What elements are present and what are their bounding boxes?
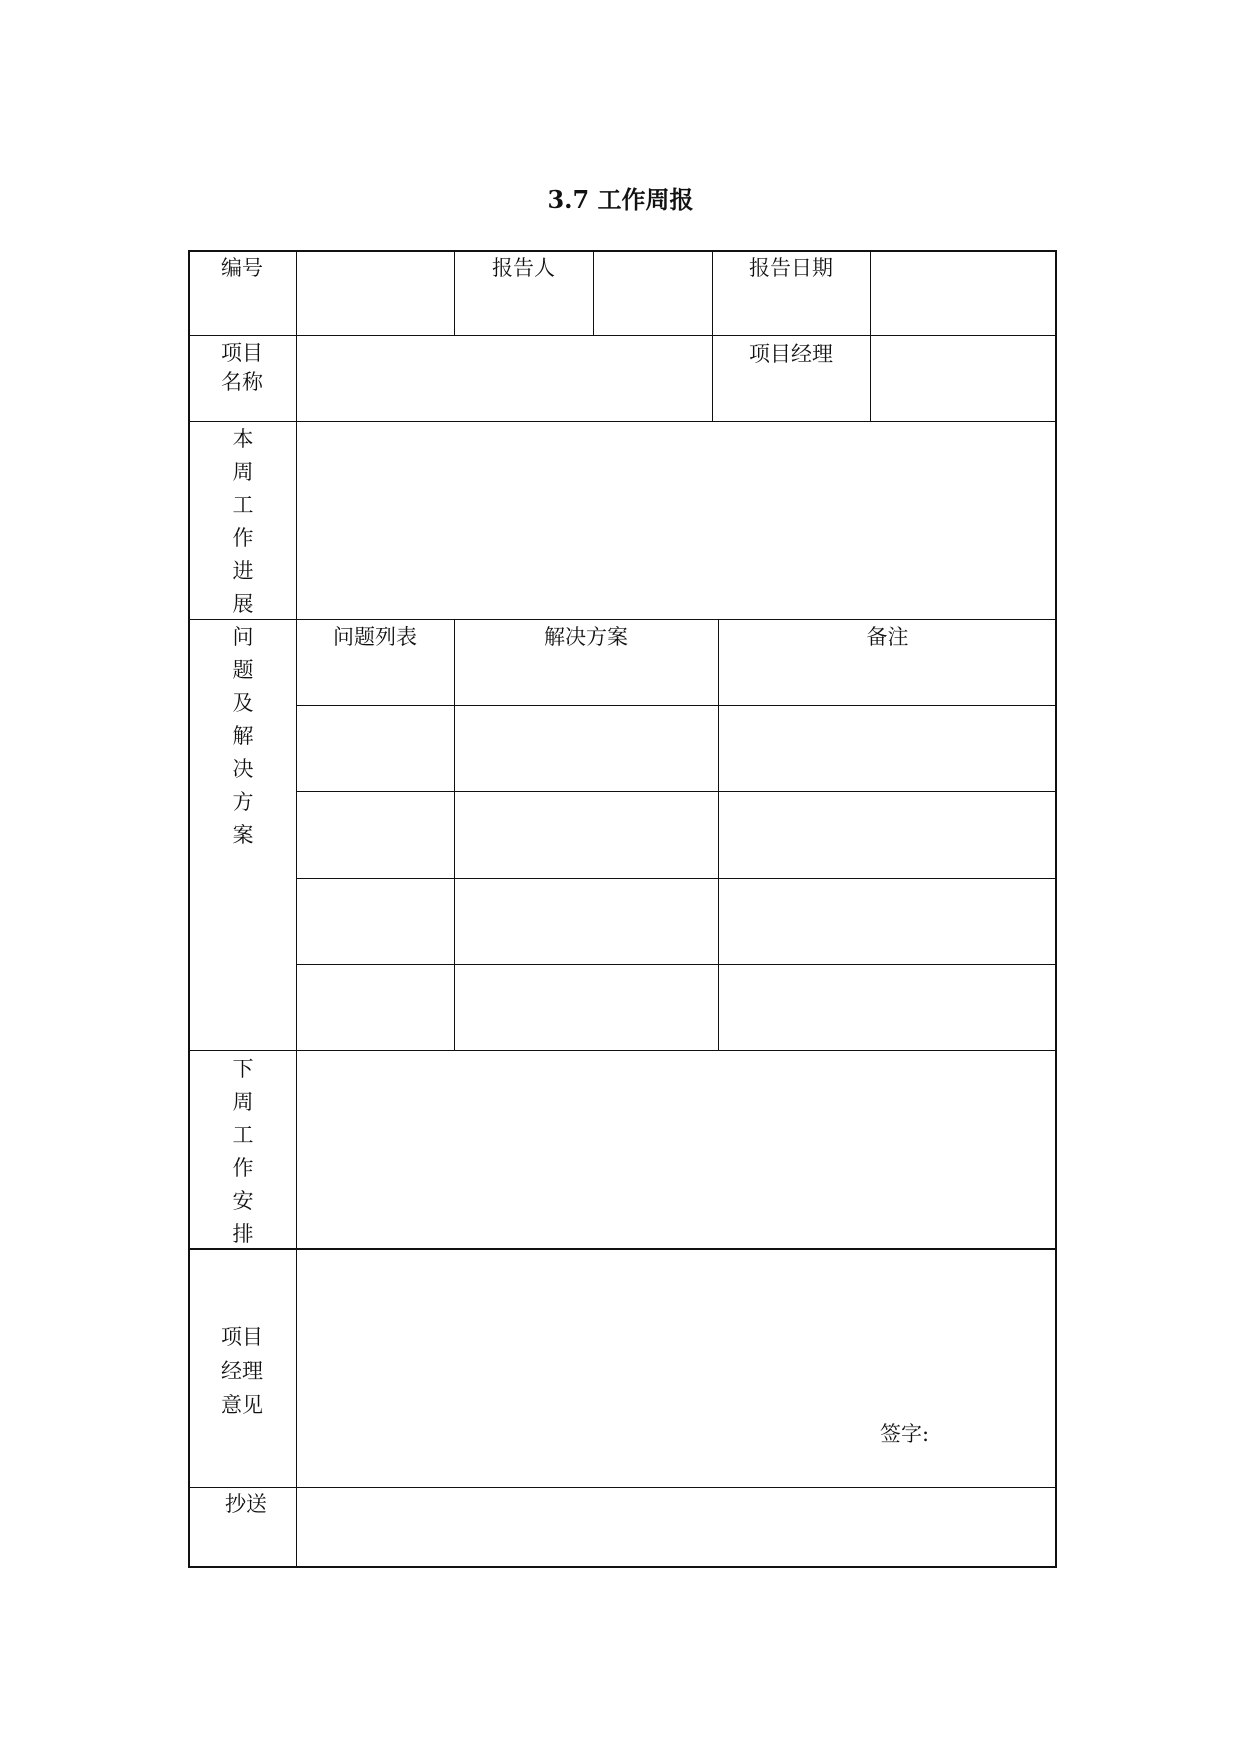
note-cell[interactable] xyxy=(719,965,1055,1050)
solution-cell[interactable] xyxy=(455,965,718,1050)
vertical-label-char: 工 xyxy=(232,1123,254,1147)
next-week-plan-field[interactable] xyxy=(297,1051,1055,1248)
report-date-label: 报告日期 xyxy=(749,256,833,280)
next-week-plan-label xyxy=(228,1053,258,1251)
issue-cell[interactable] xyxy=(297,965,454,1050)
project-manager-field[interactable] xyxy=(871,336,1055,421)
vertical-label-char: 周 xyxy=(232,1090,254,1114)
number-field[interactable] xyxy=(297,251,454,335)
manager-opinion-label xyxy=(188,1320,296,1422)
vertical-label-char: 展 xyxy=(232,592,254,616)
vertical-label-char: 作 xyxy=(232,1156,254,1180)
issue-cell[interactable] xyxy=(297,879,454,964)
vertical-label-char: 作 xyxy=(232,526,254,550)
note-header: 备注 xyxy=(866,625,909,649)
manager-opinion-label-line2: 经理 xyxy=(221,1359,263,1383)
vertical-label-char: 解 xyxy=(232,724,254,748)
signature-label: 签字: xyxy=(880,1422,930,1446)
report-date-field[interactable] xyxy=(871,251,1055,335)
project-name-label xyxy=(188,339,296,398)
reporter-label: 报告人 xyxy=(492,256,555,280)
project-name-label-line1: 项目 xyxy=(221,341,263,365)
manager-opinion-field[interactable] xyxy=(297,1250,1055,1487)
note-cell[interactable] xyxy=(719,879,1055,964)
note-cell[interactable] xyxy=(719,792,1055,878)
project-name-field[interactable] xyxy=(297,336,712,421)
note-cell[interactable] xyxy=(719,706,1055,791)
row-divider xyxy=(188,619,1057,620)
project-manager-label: 项目经理 xyxy=(749,342,833,366)
vertical-label-char: 周 xyxy=(232,460,254,484)
vertical-label-char: 安 xyxy=(232,1189,254,1213)
vertical-label-char: 排 xyxy=(232,1222,254,1246)
vertical-label-char: 工 xyxy=(232,493,254,517)
cc-field[interactable] xyxy=(297,1488,1055,1566)
this-week-progress-field[interactable] xyxy=(297,422,1055,619)
vertical-label-char: 问 xyxy=(232,625,254,649)
solution-cell[interactable] xyxy=(455,792,718,878)
vertical-label-char: 案 xyxy=(232,823,254,847)
this-week-progress-label xyxy=(228,423,258,621)
page-title: 3.7 工作周报 xyxy=(547,185,694,214)
manager-opinion-label-line1: 项目 xyxy=(221,1325,263,1349)
issues-solutions-label xyxy=(228,621,258,852)
solution-cell[interactable] xyxy=(455,706,718,791)
number-label: 编号 xyxy=(221,256,263,280)
issue-cell[interactable] xyxy=(297,792,454,878)
manager-opinion-label-line3: 意见 xyxy=(221,1393,263,1417)
vertical-label-char: 题 xyxy=(232,658,254,682)
issue-cell[interactable] xyxy=(297,706,454,791)
project-name-label-line2: 名称 xyxy=(221,370,263,395)
solution-cell[interactable] xyxy=(455,879,718,964)
vertical-label-char: 方 xyxy=(232,790,254,814)
vertical-label-char: 决 xyxy=(232,757,254,781)
solution-header: 解决方案 xyxy=(544,625,628,649)
issue-list-header: 问题列表 xyxy=(333,625,417,649)
cc-label: 抄送 xyxy=(225,1492,267,1516)
vertical-label-char: 及 xyxy=(232,691,254,715)
reporter-field[interactable] xyxy=(594,251,712,335)
vertical-label-char: 本 xyxy=(232,427,254,451)
vertical-label-char: 下 xyxy=(232,1057,254,1081)
vertical-label-char: 进 xyxy=(232,559,254,583)
